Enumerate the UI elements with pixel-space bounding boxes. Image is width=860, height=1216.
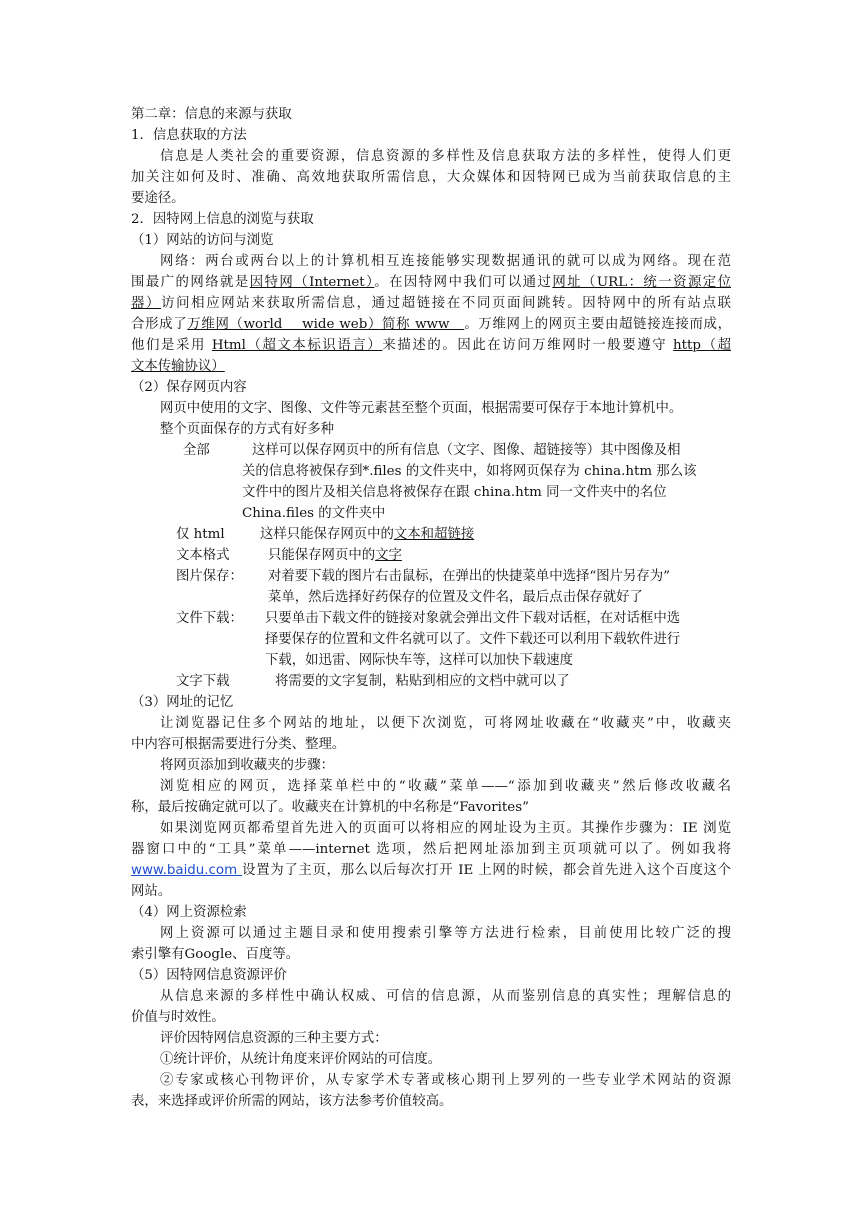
paragraph-line: 如果浏览网页都希望首先进入的页面可以将相应的网址设为主页。其操作步骤为：IE 浏览 (160, 821, 731, 836)
option-text: 择要保存的位置和文件名就可以了。文件下载还可以利用下载软件进行 (265, 632, 681, 647)
save-option-full (131, 440, 731, 524)
section-heading: 2．因特网上信息的浏览与获取 (131, 212, 314, 227)
option-text: 只能保存网页中的 (268, 548, 376, 563)
save-option-file (131, 608, 731, 671)
list-item: ②专家或核心刊物评价，从专家学术专著或核心期刊上罗列的一些专业学术网站的资源 (160, 1073, 731, 1088)
subsection-heading: （4）网上资源检索 (131, 905, 247, 920)
paragraph-line: 网上资源可以通过主题目录和使用搜索引擎等方法进行检索，目前使用比较广泛的搜 (160, 926, 731, 941)
save-option-words (131, 671, 731, 692)
paragraph-line: 要途径。 (131, 191, 185, 206)
term-url: 网址（URL：统一资源定位 (552, 275, 732, 290)
option-label: 图片保存： (176, 569, 243, 584)
term-html: Html（超文本标识语言） (211, 338, 383, 353)
paragraph-line: 称，最后按确定就可以了。收藏夹在计算机的中名称是“Favorites” (131, 800, 529, 815)
option-text: 这样只能保存网页中的 (260, 527, 394, 542)
text-run: 合形成了 (131, 317, 188, 332)
paragraph-line: 将网页添加到收藏夹的步骤： (160, 758, 335, 773)
option-text: 文件中的图片及相关信息将被保存在跟 china.htm 同一文件夹中的名位 (242, 485, 667, 500)
paragraph-line: 网页中使用的文字、图像、文件等元素甚至整个页面，根据需要可保存于本地计算机中。 (160, 401, 683, 416)
paragraph-line (131, 860, 731, 881)
text-run: 。万维网上的网页主要由超链接连接而成， (464, 317, 732, 332)
paragraph-line: 器窗口中的“工具”菜单——internet 选项，然后把网址添加到主页项就可以了。例如我将 (131, 842, 731, 857)
term-url-end: 器） (131, 296, 162, 311)
paragraph-line: 评价因特网信息资源的三种主要方式： (160, 1031, 388, 1046)
paragraph-line: 中内容可根据需要进行分类、整理。 (131, 737, 346, 752)
section-heading: 1．信息获取的方法 (131, 128, 247, 143)
subsection-heading: （2）保存网页内容 (131, 380, 247, 395)
option-text: 将需要的文字复制，粘贴到相应的文档中就可以了 (275, 674, 570, 689)
paragraph-line: 信息是人类社会的重要资源，信息资源的多样性及信息获取方法的多样性，使得人们更 (160, 149, 731, 164)
option-term: 文本和超链接 (393, 527, 475, 542)
option-text: 下载，如迅雷、网际快车等，这样可以加快下载速度 (265, 653, 573, 668)
option-label: 全部 (183, 443, 210, 458)
list-item: 表，来选择或评价所需的网站，该方法参考价值较高。 (131, 1094, 453, 1109)
text-run: 围最广的网络就是 (131, 275, 250, 290)
document-body (131, 104, 731, 1112)
text-run: 他们是采用 (131, 338, 212, 353)
subsection-heading: （5）因特网信息资源评价 (131, 968, 287, 983)
text-run: 来描述的。因此在访问万维网时一般要遵守 (382, 338, 674, 353)
save-option-html (131, 524, 731, 545)
paragraph-line (131, 314, 731, 335)
subsection-heading: （3）网址的记忆 (131, 695, 234, 710)
paragraph-line: 价值与时效性。 (131, 1010, 225, 1025)
paragraph-line (131, 335, 731, 356)
paragraph-line (131, 356, 731, 377)
option-term: 文字 (375, 548, 402, 563)
option-text: China.files 的文件夹中 (242, 506, 386, 521)
text-run: 访问相应网站来获取所需信息，通过超链接在不同页面间跳转。因特网中的所有站点联 (161, 296, 732, 311)
option-text: 对着要下载的图片右击鼠标，在弹出的快捷菜单中选择“图片另存为” (268, 569, 671, 584)
option-label: 文本格式 (176, 548, 230, 563)
term-http-end: 文本传输协议） (131, 359, 225, 374)
paragraph-line: 索引擎有Google、百度等。 (131, 947, 300, 962)
paragraph-line: 加关注如何及时、准确、高效地获取所需信息，大众媒体和因特网已成为当前获取信息的主 (131, 170, 731, 185)
paragraph-line: 从信息来源的多样性中确认权威、可信的信息源，从而鉴别信息的真实性；理解信息的 (160, 989, 731, 1004)
paragraph-line (131, 293, 731, 314)
list-item: ①统计评价，从统计角度来评价网站的可信度。 (160, 1052, 442, 1067)
option-text: 这样可以保存网页中的所有信息（文字、图像、超链接等）其中图像及相 (252, 443, 681, 458)
text-run: 。在因特网中我们可以通过 (374, 275, 553, 290)
term-http: http（超 (673, 338, 731, 353)
term-www: 万维网（world wide web）简称 www (187, 317, 465, 332)
paragraph-line: 网络：两台或两台以上的计算机相互连接能够实现数据通讯的就可以成为网络。现在范 (160, 254, 731, 269)
save-option-text (131, 545, 731, 566)
chapter-title: 第二章：信息的来源与获取 (131, 107, 292, 122)
subsection-heading: （1）网站的访问与浏览 (131, 233, 274, 248)
option-text: 关的信息将被保存到*.files 的文件夹中，如将网页保存为 china.htm 那么该 (242, 464, 697, 479)
option-label: 文字下载 (176, 674, 230, 689)
baidu-link[interactable]: www.baidu.com (131, 863, 243, 878)
paragraph-line: 让浏览器记住多个网站的地址，以便下次浏览，可将网址收藏在“收藏夹”中，收藏夹 (160, 716, 731, 731)
save-option-image (131, 566, 731, 608)
text-run: 设置为了主页，那么以后每次打开 IE 上网的时候，都会首先进入这个百度这个 (242, 863, 731, 878)
term-internet: 因特网（Internet） (249, 275, 375, 290)
paragraph-line: 浏览相应的网页，选择菜单栏中的“收藏”菜单——“添加到收藏夹”然后修改收藏名 (160, 779, 731, 794)
paragraph-line (131, 272, 731, 293)
option-text: 菜单，然后选择好药保存的位置及文件名，最后点击保存就好了 (268, 590, 643, 605)
paragraph-line: 网站。 (131, 884, 172, 899)
option-label: 仅 html (176, 527, 225, 542)
option-label: 文件下载： (176, 611, 243, 626)
option-text: 只要单击下载文件的链接对象就会弹出文件下载对话框，在对话框中选 (265, 611, 681, 626)
paragraph-line: 整个页面保存的方式有好多种 (160, 422, 335, 437)
